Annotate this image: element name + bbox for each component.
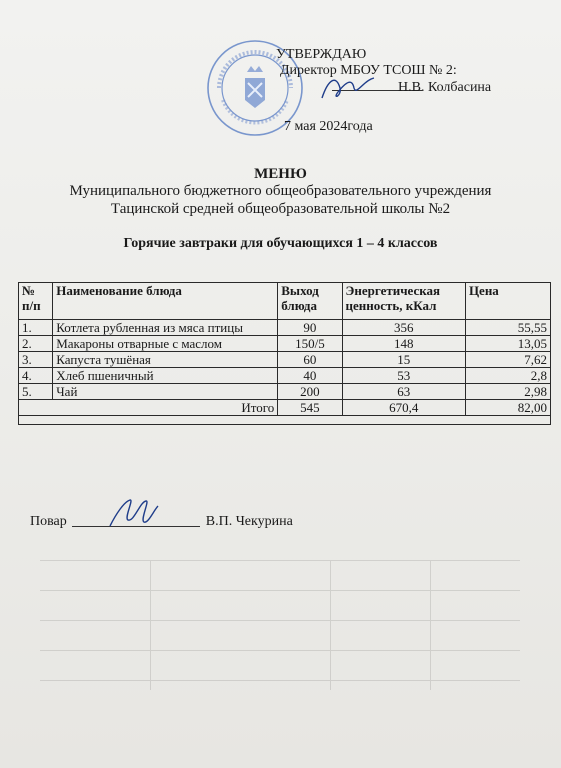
dish-name: Котлета рубленная из мяса птицы (53, 320, 278, 336)
dish-name: Чай (53, 384, 278, 400)
dish-energy: 63 (342, 384, 465, 400)
cook-signature-block (30, 514, 293, 530)
director-signature (318, 70, 378, 106)
table-row (19, 352, 551, 368)
approval-date: 7 мая 2024года (284, 119, 373, 134)
dish-yield: 150/5 (278, 336, 342, 352)
menu-subtitle: Горячие завтраки для обучающихся 1 – 4 классов (123, 236, 438, 251)
dish-yield: 40 (278, 368, 342, 384)
row-number: 1. (19, 320, 53, 336)
cook-signature (104, 496, 160, 530)
total-yield: 545 (278, 400, 342, 416)
cook-label: Повар (30, 514, 67, 529)
dish-energy: 148 (342, 336, 465, 352)
cook-name: В.П. Чекурина (205, 514, 293, 529)
dish-price: 2,8 (465, 368, 550, 384)
dish-name: Хлеб пшеничный (53, 368, 278, 384)
table-empty-row (19, 416, 551, 425)
total-energy: 670,4 (342, 400, 465, 416)
dish-energy: 53 (342, 368, 465, 384)
dish-name: Капуста тушёная (53, 352, 278, 368)
institution-line-1: Муниципального бюджетного общеобразовательного учреждения (69, 183, 492, 199)
dish-energy: 15 (342, 352, 465, 368)
dish-price: 7,62 (465, 352, 550, 368)
header-dish-name: Наименование блюда (53, 283, 278, 320)
table-row (19, 320, 551, 336)
table-total-row (19, 400, 551, 416)
row-number: 3. (19, 352, 53, 368)
total-price: 82,00 (465, 400, 550, 416)
menu-table (18, 282, 551, 425)
dish-yield: 60 (278, 352, 342, 368)
dish-price: 55,55 (465, 320, 550, 336)
dish-yield: 200 (278, 384, 342, 400)
dish-energy: 356 (342, 320, 465, 336)
table-row (19, 336, 551, 352)
table-row (19, 368, 551, 384)
header-number: № п/п (19, 283, 53, 320)
director-name: Н.В. Колбасина (398, 80, 492, 95)
row-number: 4. (19, 368, 53, 384)
dish-name: Макароны отварные с маслом (53, 336, 278, 352)
dish-price: 13,05 (465, 336, 550, 352)
row-number: 5. (19, 384, 53, 400)
header-price: Цена (465, 283, 550, 320)
dish-yield: 90 (278, 320, 342, 336)
table-row (19, 384, 551, 400)
row-number: 2. (19, 336, 53, 352)
paper-show-through (0, 550, 561, 768)
director-position: Директор МБОУ ТСОШ № 2: (280, 63, 457, 78)
institution-line-2: Тацинской средней общеобразовательной школы №2 (110, 201, 451, 217)
document-title: МЕНЮ (254, 166, 307, 182)
approve-heading: УТВЕРЖДАЮ (276, 47, 367, 62)
dish-price: 2,98 (465, 384, 550, 400)
total-label: Итого (19, 400, 278, 416)
header-energy: Энергетическая ценность, кКал (342, 283, 465, 320)
table-header-row (19, 283, 551, 320)
header-yield: Выход блюда (278, 283, 342, 320)
